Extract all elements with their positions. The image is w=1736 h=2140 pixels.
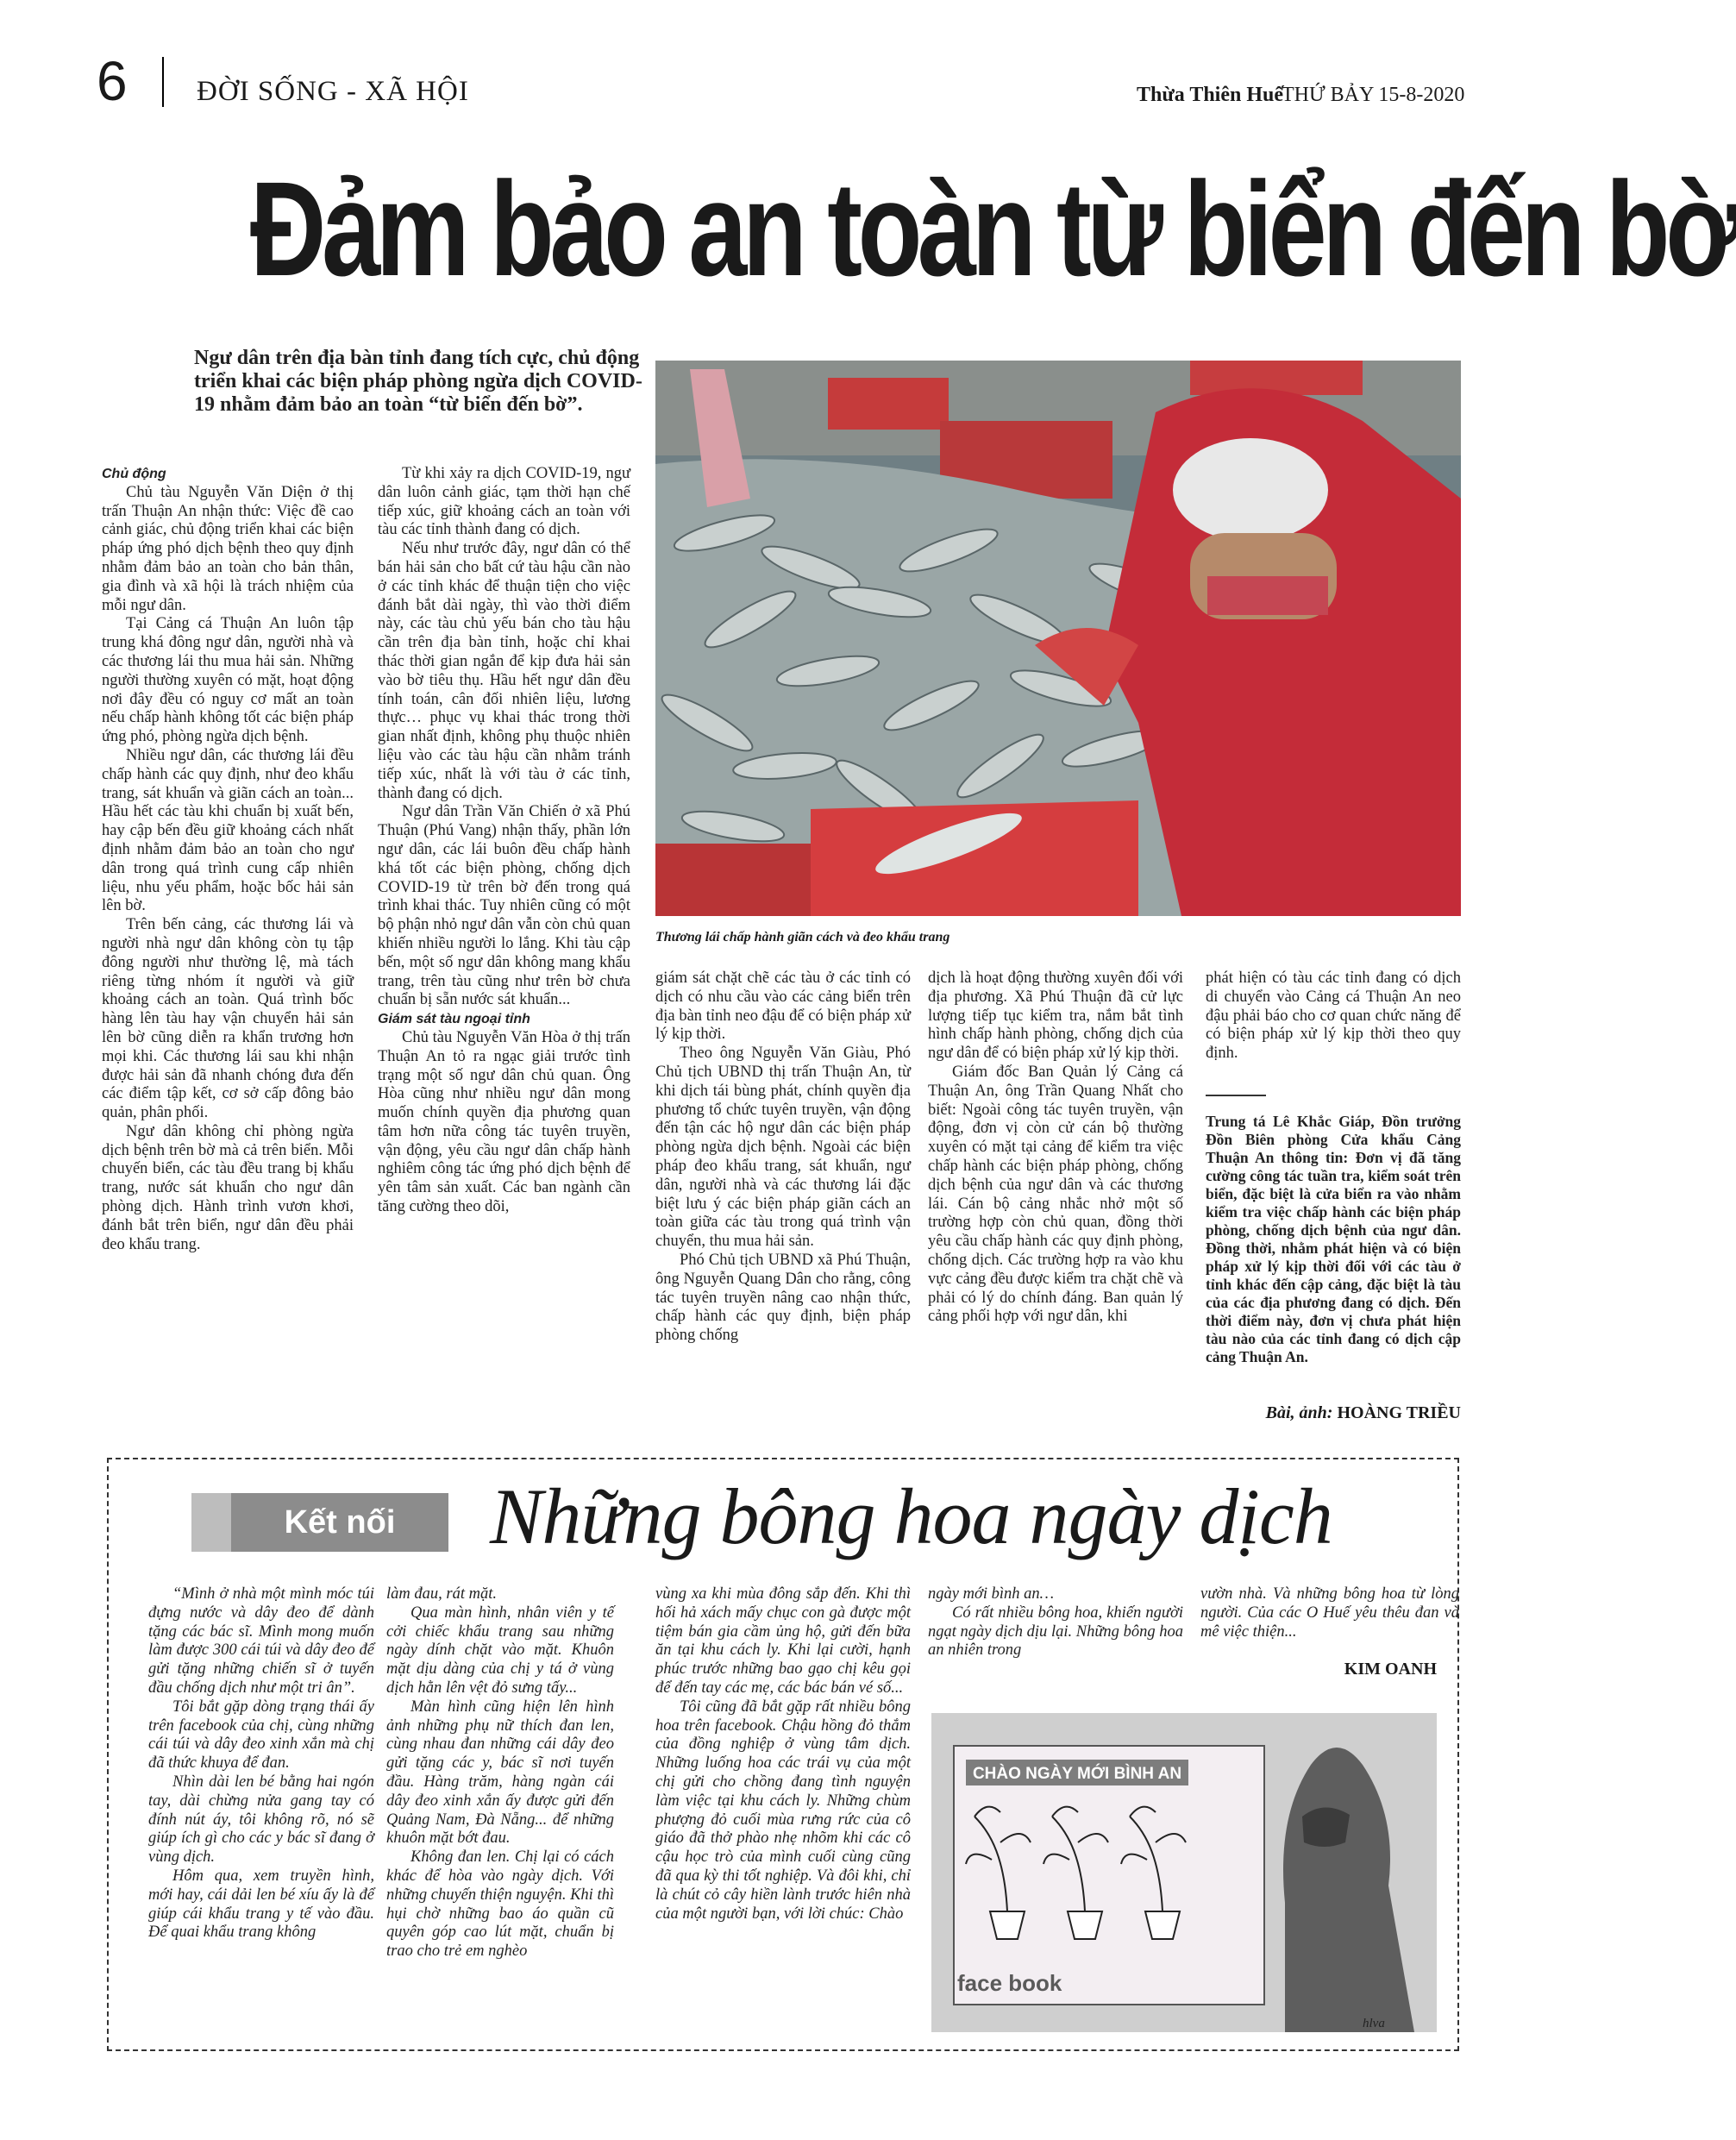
connect-column-5 bbox=[1200, 1585, 1459, 1641]
paragraph: Phó Chủ tịch UBND xã Phú Thuận, ông Nguyễn Quang Dân cho rằng, công tác tuyên truyền nâng cao nhận thức, chấp hành các quy định, biện pháp phòng chống bbox=[655, 1251, 911, 1345]
section-title: ĐỜI SỐNG - XÃ HỘI bbox=[197, 76, 469, 107]
paragraph: Không đan len. Chị lại có cách khác để hòa vào ngày dịch. Với những chuyến thiện nguyện. Khi thì hụi chờ những bao áo quần cũ quyên góp cao lút mặt, chuẩn bị trao cho trẻ em nghèo bbox=[386, 1848, 614, 1961]
paragraph: ngày mới bình an… bbox=[928, 1585, 1055, 1603]
paragraph: Từ khi xảy ra dịch COVID-19, ngư dân luôn cảnh giác, tạm thời hạn chế tiếp xúc, giữ khoảng cách an toàn với tàu các tỉnh thành đang có dịch. bbox=[378, 465, 630, 539]
illustration-label: face book bbox=[957, 1970, 1062, 1996]
info-note: Trung tá Lê Khắc Giáp, Đồn trưởng Đồn Biên phòng Cửa khẩu Cảng Thuận An thông tin: Đơn vị đã tăng cường công tác tuần tra, kiểm soát trên biển, đặc biệt là cửa biển ra vào nhằm kiểm tra việc chấp hành các biện pháp phòng, chống dịch bệnh của ngư dân. Đồng thời, nhằm phát hiện và có biện pháp xử lý kịp thời đối với các tàu ở tỉnh khác đến cập cảng, đặc biệt là tàu của các địa phương đang có dịch. Đến thời điểm này, đơn vị chưa phát hiện tàu nào của các tỉnh đang có dịch cập cảng Thuận An. bbox=[1206, 1113, 1461, 1365]
header-divider bbox=[162, 57, 164, 107]
connect-column-4 bbox=[928, 1585, 1183, 1660]
paragraph: giám sát chặt chẽ các tàu ở các tỉnh có dịch có nhu cầu vào các cảng biển trên địa bàn tỉnh neo đậu để có biện pháp xử lý kịp thời. bbox=[655, 970, 911, 1044]
flower-pots-illustration bbox=[931, 1713, 1437, 2032]
connect-column-1 bbox=[148, 1585, 374, 1942]
newspaper-name: Thừa Thiên Huế bbox=[1137, 84, 1284, 106]
article-column-4 bbox=[928, 970, 1183, 1327]
paragraph: Trên bến cảng, các thương lái và người nhà ngư dân không còn tụ tập đông người như thường lệ, mà tách riêng từng nhóm ít người và giữ khoảng cách an toàn. Quá trình bốc hàng lên tàu hay vận chuyển hải sản lên bờ cũng diễn ra khẩn trương hơn mọi khi. Các thương lái sau khi nhận được hải sản đã nhanh chóng đưa đến các điểm tập kết, cơ sở cấp đông bảo quản, phân phối. bbox=[102, 916, 354, 1122]
illustrator-signature: hlva bbox=[1363, 2017, 1385, 2030]
article-photo bbox=[655, 361, 1461, 916]
paragraph: Nếu như trước đây, ngư dân có thể bán hải sản cho bất cứ tàu hậu cần nào ở các tỉnh khác để thuận tiện cho việc đánh bắt dài ngày, thì vào thời điểm này, các tàu chủ yếu bán cho tàu hậu cần trên địa bàn tỉnh, hoặc chỉ khai thác thời gian ngắn để kịp đưa hải sản vào bờ tiêu thụ. Hầu hết ngư dân đều tính toán, cân đối nhiên liệu, lương thực… phục vụ khai thác trong thời gian nhất định, không phụ thuộc nhiên liệu vào các tàu hậu cần nhằm tránh tiếp xúc, nhất là với tàu ở các tỉnh, thành đang có dịch. bbox=[378, 540, 630, 802]
article-headline: Đảm bảo an toàn từ biển đến bờ bbox=[250, 154, 1736, 304]
paragraph: Nhìn dài len bé bằng hai ngón tay, dài chừng nửa gang tay có đính nút áy, tôi không rõ, nó sẽ giúp ích gì cho các y bác sĩ đang ở vùng dịch. bbox=[148, 1773, 374, 1867]
issue-date: THỨ BẢY 15-8-2020 bbox=[1282, 84, 1465, 106]
connect-column-3 bbox=[655, 1585, 911, 1923]
subheading: Chủ động bbox=[102, 467, 166, 481]
illustration bbox=[931, 1713, 1437, 2032]
connect-author: KIM OANH bbox=[1344, 1660, 1437, 1679]
paragraph: Nhiều ngư dân, các thương lái đều chấp hành các quy định, như đeo khẩu trang, sát khuẩn và giãn cách an toàn... Hầu hết các tàu khi chuẩn bị xuất bến, hay cập bến đều giữ khoảng cách nhất định nhằm đảm bảo an toàn cho ngư dân trong quá trình cung cấp nhiên liệu, nhu yếu phẩm, hoặc bốc hải sản lên bờ. bbox=[102, 746, 354, 915]
paragraph: vườn nhà. Và những bông hoa từ lòng người. Của các O Huế yêu thêu đan và mê việc thiện... bbox=[1200, 1585, 1459, 1641]
article-column-3 bbox=[655, 970, 911, 1346]
connect-tag: Kết nối bbox=[231, 1493, 448, 1552]
article-lead: Ngư dân trên địa bàn tỉnh đang tích cực, chủ động triển khai các biện pháp phòng ngừa dịch COVID-19 nhằm đảm bảo an toàn “từ biển đến bờ”. bbox=[194, 347, 642, 416]
paragraph: Chủ tàu Nguyễn Văn Hòa ở thị trấn Thuận An tỏ ra ngạc giải trước tình trạng một số ngư dân chủ quan. Ông Hòa cũng như nhiều ngư dân mong muốn chính quyền địa phương quan tâm hơn nữa công tác tuyên truyền, vận động, yêu cầu ngư dân chấp hành nghiêm công tác ứng phó dịch bệnh để yên tâm sản xuất. Các ban ngành cần tăng cường theo dõi, bbox=[378, 1028, 630, 1216]
paragraph: Tôi bắt gặp dòng trạng thái ấy trên facebook của chị, cùng những cái túi và dây đeo xinh xắn mà chị đã thức khuya để đan. bbox=[148, 1698, 374, 1773]
page-number: 6 bbox=[97, 50, 128, 112]
paragraph: Theo ông Nguyễn Văn Giàu, Phó Chủ tịch UBND thị trấn Thuận An, từ khi dịch tái bùng phát, chính quyền địa phương tổ chức tuyên truyền, vận động đến tận các hộ ngư dân các biện pháp phòng ngừa dịch bệnh. Ngoài các biện pháp đeo khẩu trang, sát khuẩn, ngư dân, người nhà và các thương lái đặc biệt lưu ý các biện pháp giãn cách an toàn giữa các tàu trong quá trình vận chuyển, thu mua hải sản. bbox=[655, 1045, 911, 1251]
paragraph: dịch là hoạt động thường xuyên đối với địa phương. Xã Phú Thuận đã cử lực lượng tiếp tục kiểm tra, nắm bắt tình hình chấp hành phòng, chống dịch của ngư dân để có biện pháp xử lý kịp thời. bbox=[928, 970, 1183, 1063]
byline bbox=[1206, 1403, 1461, 1423]
paragraph: Ngư dân không chỉ phòng ngừa dịch bệnh trên bờ mà cả trên biển. Mỗi chuyến biển, các tàu đều trang bị khẩu trang, nước sát khuẩn cho ngư dân phòng dịch. Hành trình vươn khơi, đánh bắt trên biển, ngư dân đều phải đeo khẩu trang. bbox=[102, 1122, 354, 1253]
fish-market-photo bbox=[655, 361, 1461, 916]
note-divider bbox=[1206, 1095, 1266, 1096]
photo-caption: Thương lái chấp hành giãn cách và đeo khẩu trang bbox=[655, 930, 950, 944]
connect-column-2 bbox=[386, 1585, 614, 1961]
paragraph: Qua màn hình, nhân viên y tế cởi chiếc khẩu trang sau những ngày dính chặt vào mặt. Khuôn mặt dịu dàng của chị y tá ở vùng dịch hằn lên vệt đỏ sưng tấy... bbox=[386, 1603, 614, 1697]
paragraph: phát hiện có tàu các tỉnh đang có dịch di chuyển vào Cảng cá Thuận An neo đậu phải báo cho cơ quan chức năng để có biện pháp xử lý kịp thời theo quy định. bbox=[1206, 970, 1461, 1063]
paragraph: Tại Cảng cá Thuận An luôn tập trung khá đông ngư dân, người nhà và các thương lái thu mua hải sản. Những người thường xuyên có mặt, hoạt động nơi đây đều có nguy cơ mất an toàn nếu chấp hành không tốt các biện pháp ứng phó, phòng ngừa dịch bệnh. bbox=[102, 615, 354, 746]
paragraph: vùng xa khi mùa đông sắp đến. Khi thì hối hả xách mấy chục con gà được một tiệm bán gia cầm ủng hộ, gửi đến bữa ăn tại khu cách ly. Khi lại cười, hạnh phúc trước những bao gạo chị kêu gọi để đến tay các mẹ, các bác bán vé số... bbox=[655, 1585, 911, 1697]
byline-author: HOÀNG TRIỀU bbox=[1337, 1403, 1461, 1422]
paragraph: Hôm qua, xem truyền hình, mới hay, cái dải len bé xíu ấy là để giúp cái khẩu trang y tế vào đầu. Để quai khẩu trang không bbox=[148, 1867, 374, 1942]
paragraph: Ngư dân Trần Văn Chiến ở xã Phú Thuận (Phú Vang) nhận thấy, phần lớn ngư dân, các lái buôn đều chấp hành khá tốt các biện phòng, chống dịch COVID-19 từ trên bờ đến trong quá trình khai thác. Tuy nhiên cũng có một bộ phận nhỏ ngư dân vẫn còn chủ quan khiến nhiều người lo lắng. Khi tàu cập bến, một số ngư dân không mang khẩu trang, trên tàu cũng như trên bờ chưa chuẩn bị sẵn nước sát khuẩn... bbox=[378, 803, 630, 1009]
byline-label: Bài, ảnh: bbox=[1265, 1403, 1333, 1422]
paragraph: Màn hình cũng hiện lên hình ảnh những phụ nữ thích đan len, cùng nhau đan những cái dây đeo gửi tặng các y, bác sĩ nơi tuyến đầu. Hàng trăm, hàng ngàn cái dây đeo xinh xắn ấy được gửi đến Quảng Nam, Đà Nẵng... để những khuôn mặt bớt đau. bbox=[386, 1698, 614, 1848]
paragraph: “Mình ở nhà một mình móc túi đựng nước và dây đeo để dành tặng các bác sĩ. Mình mong muốn làm được 300 cái túi và dây đeo để gửi tặng những chiến sĩ ở tuyến đầu chống dịch như một tri ân”. bbox=[148, 1585, 374, 1697]
article-column-5 bbox=[1206, 970, 1461, 1064]
article-column-2 bbox=[378, 465, 630, 1217]
illustration-banner: CHÀO NGÀY MỚI BÌNH AN bbox=[972, 1765, 1182, 1783]
paragraph: Có rất nhiều bông hoa, khiến người ngạt ngày dịch dịu lại. Những bông hoa an nhiên trong bbox=[928, 1603, 1183, 1660]
connect-title: Những bông hoa ngày dịch bbox=[490, 1472, 1332, 1560]
paragraph: Tôi cũng đã bắt gặp rất nhiều bông hoa trên facebook. Chậu hồng đỏ thắm của đồng nghiệp ở vùng tâm dịch. Những luống hoa các trái vụ của một chị gửi cho chồng đang tình nguyện làm việc tại khu cách ly. Những chùm phượng đỏ cuối mùa rưng rức của cô giáo đã thở phào nhẹ nhõm khi các cô cậu học trò của mình cuối cùng cũng đã qua kỳ thi tốt nghiệp. Và đôi khi, chỉ là chút cỏ cây hiền lành trước hiên nhà của một người bạn, với lời chúc: Chào bbox=[655, 1698, 911, 1923]
paragraph: làm đau, rát mặt. bbox=[386, 1585, 497, 1603]
article-column-1 bbox=[102, 465, 354, 1254]
paragraph: Giám đốc Ban Quản lý Cảng cá Thuận An, ông Trần Quang Nhất cho biết: Ngoài công tác tuyên truyền, vận động, đơn vị còn cử cán bộ thường xuyên có mặt tại cảng để kiểm tra việc chấp hành các biện pháp phòng, chống dịch bệnh của ngư dân và các thương lái. Cán bộ cảng nhắc nhở một số trường hợp còn chủ quan, đồng thời yêu cầu chấp hành các quy định phòng, chống dịch. Các trường hợp ra vào khu vực cảng đều được kiểm tra chặt chẽ và phải có lý do chính đáng. Ban quản lý cảng phối hợp với ngư dân, khi bbox=[928, 1063, 1183, 1326]
paragraph: Chủ tàu Nguyễn Văn Diện ở thị trấn Thuận An nhận thức: Việc đề cao cảnh giác, chủ động triển khai các biện pháp ứng phó dịch bệnh theo quy định nhằm đảm bảo an toàn cho bản thân, gia đình và xã hội là trách nhiệm của mỗi ngư dân. bbox=[102, 483, 354, 614]
subheading: Giám sát tàu ngoại tỉnh bbox=[378, 1012, 530, 1027]
